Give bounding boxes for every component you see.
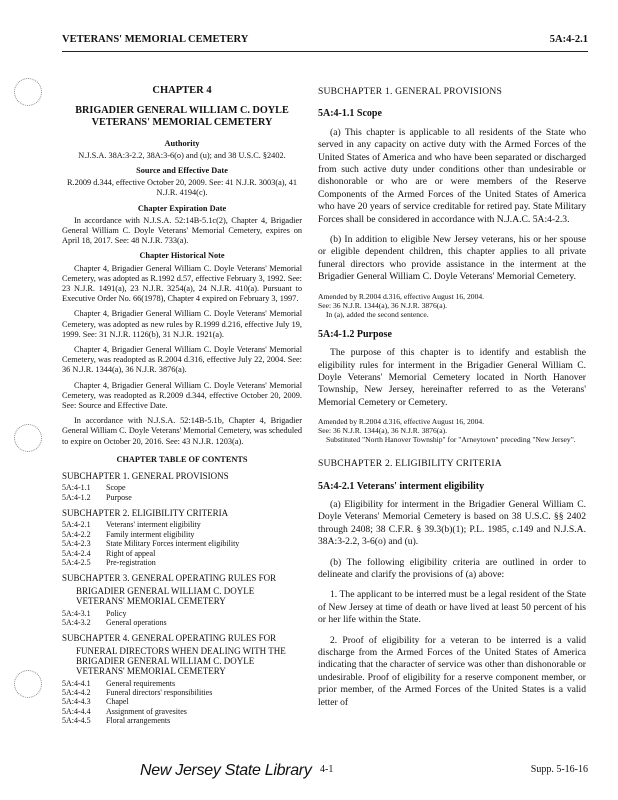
toc-row[interactable]: 5A:4-2.4 Right of appeal — [62, 548, 156, 558]
paragraph: The purpose of this chapter is to identify and establish the eligibility rules for interment in the Brigadier General William C. Doyle Veterans' Memorial Cemetery located in North Hanover Township, New Jersey, hereinafter referred to as the Veterans' Memorial Cemetery or Cemetery. — [318, 347, 586, 408]
toc-row[interactable]: 5A:4-2.3 State Military Forces interment eligibility — [62, 539, 240, 549]
toc-group — [62, 508, 302, 567]
library-watermark: New Jersey State Library — [140, 762, 312, 779]
toc-row[interactable]: 5A:4-2.5 Pre-registration — [62, 557, 156, 567]
punch-hole-top — [14, 78, 42, 106]
paragraph: (a) This chapter is applicable to all residents of the State who served in any capacity on active duty with the Armed Forces of the United States of America and who have been separated or discharged from such active duty under conditions other than undesirable or dishonorable or who are or were members of the Reserve Components of the Armed Forces of the United States of America who have 20 years of service creditable for retired pay. State Military Forces shall be considered in accordance with N.J.A.C. 5A:4-2.3. — [318, 126, 586, 225]
header-rule — [62, 51, 588, 52]
header-section: 5A:4-2.1 — [549, 34, 588, 45]
toc-row[interactable]: 5A:4-3.1 Policy — [62, 608, 127, 618]
toc-group — [62, 633, 302, 725]
toc-row[interactable]: 5A:4-1.2 Purpose — [62, 492, 132, 502]
toc-row[interactable]: 5A:4-4.1 General requirements — [62, 678, 176, 688]
supplement-date: Supp. 5-16-16 — [530, 764, 588, 775]
toc-group — [62, 573, 302, 627]
toc-row[interactable]: 5A:4-2.2 Family interment eligibility — [62, 529, 195, 539]
right-column — [318, 86, 586, 717]
history-note: Chapter 4, Brigadier General William C. Doyle Veterans' Memorial Cemetery, was adopted as R.1992 d.57, effective February 3, 1992. See: 23 N.J.R. 1491(a), 23 N.J.R. 3254(a), 24 N.J.R. 410(a). Pursuant to Executive Order No. 66(1978), Chapter 4 expired on February 3, 1997. — [62, 263, 302, 304]
expiration-text: In accordance with N.J.S.A. 52:14B-5.1c(2), Chapter 4, Brigadier General William C. Doyle Veterans' Memorial Cemetery, expires on April 18, 2017. See: 48 N.J.R. 733(a). — [62, 215, 302, 246]
header-title: VETERANS' MEMORIAL CEMETERY — [62, 34, 249, 45]
subchapter-heading: SUBCHAPTER 1. GENERAL PROVISIONS — [318, 86, 503, 97]
history-note: Chapter 4, Brigadier General William C. Doyle Veterans' Memorial Cemetery, was readopted as R.2004 d.316, effective July 22, 2004. See: 36 N.J.R. 1344(a), 36 N.J.R. 3876(a). — [62, 345, 302, 375]
authority-heading: Authority — [164, 138, 200, 148]
section-heading: 5A:4-1.1 Scope — [318, 108, 382, 120]
punch-hole-bottom — [14, 670, 42, 698]
toc-row[interactable]: 5A:4-4.4 Assignment of gravesites — [62, 706, 187, 716]
toc-row[interactable]: 5A:4-3.2 General operations — [62, 617, 167, 627]
expiration-heading: Chapter Expiration Date — [137, 203, 227, 213]
toc-row[interactable]: 5A:4-2.1 Veterans' interment eligibility — [62, 520, 201, 530]
punch-hole-middle — [14, 424, 42, 452]
toc-group — [62, 471, 302, 502]
subchapter-heading: SUBCHAPTER 2. ELIGIBILITY CRITERIA — [318, 458, 502, 470]
toc-row[interactable]: 5A:4-4.5 Floral arrangements — [62, 716, 171, 726]
section-heading: 5A:4-1.2 Purpose — [318, 328, 392, 340]
history-note: In accordance with N.J.S.A. 52:14B-5.1b, Chapter 4, Brigadier General William C. Doyle Veterans' Memorial Cemetery, was scheduled to expire on October 20, 2016. See: 43 N.J.R. 1203(a). — [62, 416, 302, 446]
toc-row[interactable]: 5A:4-4.2 Funeral directors' responsibilities — [62, 687, 213, 697]
history-note: Chapter 4, Brigadier General William C. Doyle Veterans' Memorial Cemetery, was adopted as new rules by R.1999 d.216, effective July 19, 1999. See: 31 N.J.R. 1126(b), 31 N.J.R. 1921(a). — [62, 309, 302, 339]
running-header — [62, 34, 588, 48]
numbered-item: 1. The applicant to be interred must be a legal resident of the State of New Jersey at time of death or have lived at least 50 percent of his or her life within the State. — [318, 589, 586, 626]
toc-subchapter: SUBCHAPTER 2. ELIGIBILITY CRITERIA — [62, 508, 229, 519]
table-of-contents — [62, 471, 302, 726]
toc-row[interactable]: 5A:4-4.3 Chapel — [62, 697, 129, 707]
toc-heading: CHAPTER TABLE OF CONTENTS — [116, 454, 248, 464]
paragraph: (b) The following eligibility criteria are outlined in order to delineate and clarify the provisions of (a) above: — [318, 556, 586, 580]
toc-subchapter: SUBCHAPTER 4. GENERAL OPERATING RULES FOR — [62, 633, 277, 644]
toc-subchapter-cont: BRIGADIER GENERAL WILLIAM C. DOYLE VETERANS' MEMORIAL CEMETERY — [76, 585, 255, 606]
toc-subchapter: SUBCHAPTER 3. GENERAL OPERATING RULES FOR — [62, 573, 277, 584]
authority-text: N.J.S.A. 38A:3-2.2, 38A:3-6(o) and (u); and 38 U.S.C. §2402. — [78, 150, 286, 160]
paragraph: (b) In addition to eligible New Jersey veterans, his or her spouse or eligible dependent children, this chapter applies to all private funeral directors who provide assistance in the interment at the Brigadier General William C. Doyle Veterans' Memorial Cemetery. — [318, 234, 586, 283]
numbered-item: 2. Proof of eligibility for a veteran to be interred is a valid discharge from the Armed Forces of the United States of America indicating that the character of service was other than dishonorable or undesirable. Proof of eligibility for a reserve component member, or prior member, of the Armed Forces of the United States is a valid letter of — [318, 634, 586, 708]
history-heading: Chapter Historical Note — [139, 251, 225, 261]
history-note: Chapter 4, Brigadier General William C. Doyle Veterans' Memorial Cemetery, was readopted as R.2009 d.344, effective October 20, 2009. See: Source and Effective Date. — [62, 380, 302, 411]
chapter-title: BRIGADIER GENERAL WILLIAM C. DOYLE VETERANS' MEMORIAL CEMETERY — [75, 105, 289, 129]
amendment-note: Amended by R.2004 d.316, effective August 16, 2004. See: 36 N.J.R. 1344(a), 36 N.J.R. 3876(a). Substituted "North Hanover Township" for "Arneytown" preceding "New Jersey". — [318, 417, 576, 445]
amendment-note: Amended by R.2004 d.316, effective August 16, 2004. See: 36 N.J.R. 1344(a), 36 N.J.R. 3876(a). In (a), added the second sentence. — [318, 291, 485, 319]
source-heading: Source and Effective Date — [136, 166, 228, 176]
toc-row[interactable]: 5A:4-1.1 Scope — [62, 483, 126, 493]
paragraph: (a) Eligibility for interment in the Brigadier General William C. Doyle Veterans' Memorial Cemetery is based on 38 U.S.C. §§ 2402 through 2408; 38 C.F.R. § 39.3(b)(1); P.L. 1985, c.149 and N.J.S.A. 38A:3-2.2, 3-6(o) and (u). — [318, 498, 586, 548]
chapter-number: CHAPTER 4 — [152, 85, 212, 96]
left-column — [62, 86, 302, 726]
source-text: R.2009 d.344, effective October 20, 2009. See: 41 N.J.R. 3003(a), 41 N.J.R. 4194(c). — [66, 178, 298, 198]
page-number: 4-1 — [320, 764, 334, 775]
section-heading: 5A:4-2.1 Veterans' interment eligibility — [318, 480, 485, 492]
toc-subchapter: SUBCHAPTER 1. GENERAL PROVISIONS — [62, 471, 229, 482]
toc-subchapter-cont: FUNERAL DIRECTORS WHEN DEALING WITH THE BRIGADIER GENERAL WILLIAM C. DOYLE VETERANS' MEMORIAL CEMETERY — [76, 645, 286, 676]
